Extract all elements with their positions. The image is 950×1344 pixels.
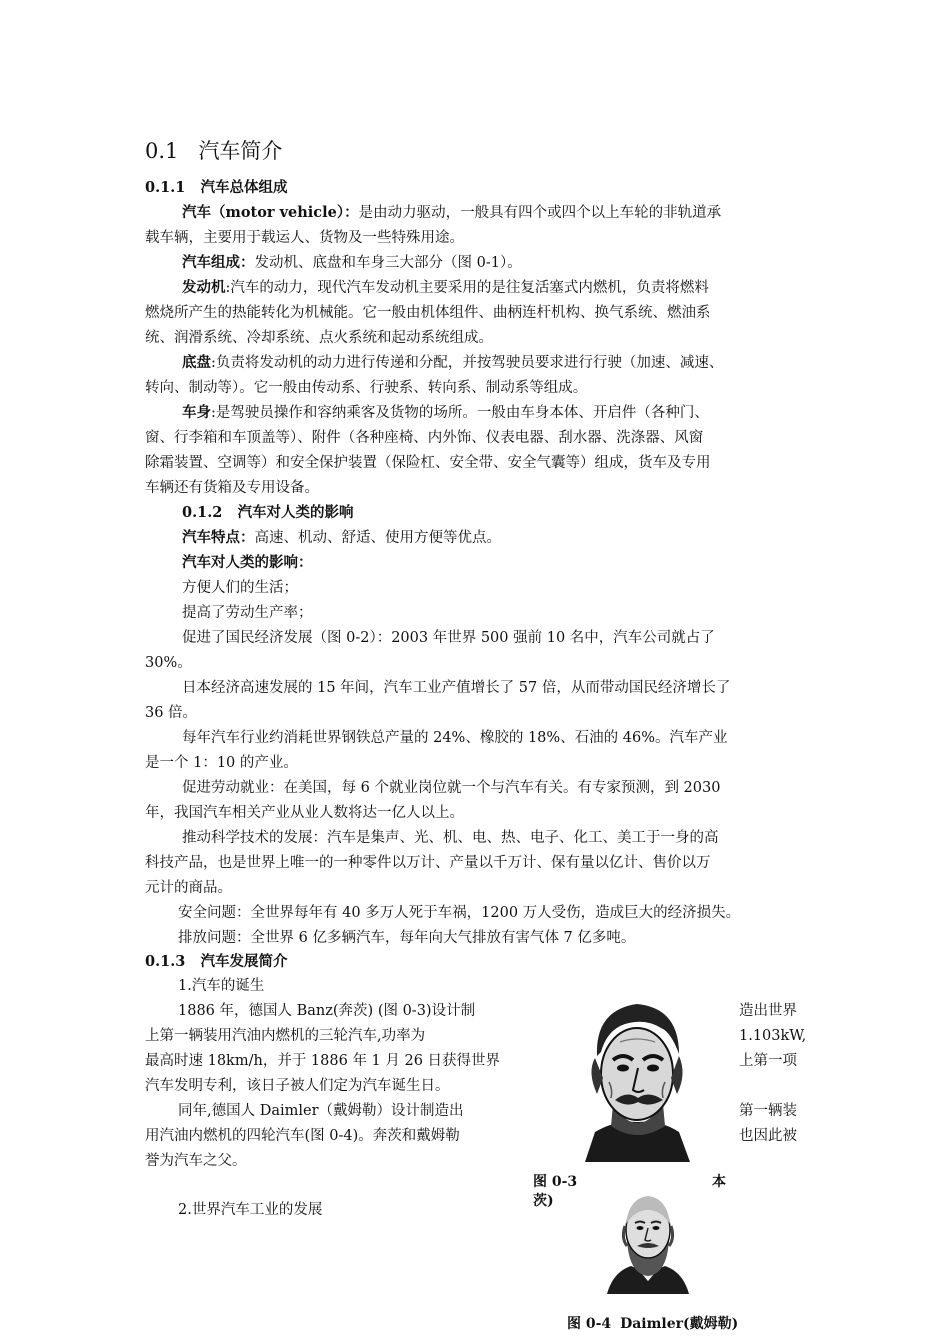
term-body: 车身: [182, 404, 211, 421]
impact-line: 科技产品，也是世界上唯一的一种零件以万计、产量以千万计、保有量以亿计、售价以万: [145, 855, 711, 871]
impact-line: 促进劳动就业：在美国，每 6 个就业岗位就一个与汽车有关。有专家预测，到 2030: [182, 780, 721, 796]
paragraph-body-line-4: 车辆还有货箱及专用设备。: [145, 480, 319, 496]
paragraph-engine-line-3: 统、润滑系统、冷却系统、点火系统和起动系统组成。: [145, 330, 493, 346]
term-chassis: 底盘: [182, 354, 211, 371]
term-vehicle: 汽车（motor vehicle）：: [182, 204, 359, 221]
figure-0-3-caption: [533, 1173, 577, 1191]
history-line: 誉为汽车之父。: [145, 1153, 247, 1169]
term-composition: 汽车组成：: [182, 254, 255, 271]
history-line: 汽车发明专利，该日子被人们定为汽车诞生日。: [145, 1078, 450, 1094]
subsection-number: 0.1.3: [145, 953, 186, 970]
subsection-title: 汽车发展简介: [200, 953, 288, 970]
paragraph-vehicle-line-2: 载车辆，主要用于载运人、货物及一些特殊用途。: [145, 230, 464, 246]
history-line: 1886 年，德国人 Banz(奔茨) (图 0-3)设计制: [178, 1003, 476, 1019]
term-engine: 发动机: [182, 279, 226, 296]
paragraph-impact-heading: [182, 554, 313, 572]
history-heading-1: 1.汽车的诞生: [178, 978, 265, 994]
figure-0-3-caption-line-2: 茨): [533, 1193, 554, 1209]
figure-label: 图 0-3: [533, 1174, 578, 1190]
paragraph-composition: 汽车组成：发动机、底盘和车身三大部分（图 0-1）。: [182, 254, 522, 271]
impact-line: 提高了劳动生产率；: [182, 605, 313, 621]
history-line: 上第一辆装用汽油内燃机的三轮汽车,功率为: [145, 1028, 426, 1044]
history-right-fragment: 1.103kW,: [739, 1028, 807, 1044]
impact-line: 安全问题：全世界每年有 40 多万人死于车祸，1200 万人受伤，造成巨大的经济损失。: [178, 905, 741, 921]
section-heading: [145, 138, 282, 164]
paragraph-features: 汽车特点：高速、机动、舒适、使用方便等优点。: [182, 529, 501, 546]
impact-line: 推动科学技术的发展：汽车是集声、光、机、电、热、电子、化工、美工于一身的高: [182, 830, 719, 846]
paragraph-engine-line-2: 燃烧所产生的热能转化为机械能。它一般由机体组件、曲柄连杆机构、换气系统、燃油系: [145, 305, 711, 321]
history-line: 同年,德国人 Daimler（戴姆勒）设计制造出: [178, 1103, 464, 1119]
paragraph-vehicle-line-1: 汽车（motor vehicle）：是由动力驱动，一般具有四个或四个以上车轮的非轨道承: [182, 204, 722, 221]
figure-0-3-caption-fragment: 本: [712, 1174, 726, 1190]
paragraph-chassis-line-2: 转向、制动等）。它一般由传动系、行驶系、转向系、制动系等组成。: [145, 380, 588, 396]
impact-line: 30%。: [145, 655, 192, 671]
history-right-fragment: 第一辆装: [739, 1103, 797, 1119]
paragraph-engine-line-1: 发动机:汽车的动力，现代汽车发动机主要采用的是往复活塞式内燃机，负责将燃料: [182, 279, 709, 296]
section-title: 汽车简介: [198, 139, 283, 163]
impact-line: 是一个 1：10 的产业。: [145, 755, 298, 771]
paragraph-body-line-1: 车身:是驾驶员操作和容纳乘客及货物的场所。一般由车身本体、开启件（各种门、: [182, 404, 709, 421]
history-right-fragment: 造出世界: [739, 1003, 797, 1019]
history-line: 用汽油内燃机的四轮汽车(图 0-4)。奔茨和戴姆勒: [145, 1128, 460, 1144]
impact-line: 日本经济高速发展的 15 年间，汽车工业产值增长了 57 倍，从而带动国民经济增长了: [182, 680, 731, 696]
paragraph-body-line-3: 除霜装置、空调等）和安全保护装置（保险杠、安全带、安全气囊等）组成，货车及专用: [145, 455, 711, 471]
subsection-number: 0.1.2: [182, 504, 223, 521]
figure-label: 图 0-4: [567, 1316, 612, 1332]
daimler-portrait-image: [603, 1182, 693, 1294]
impact-line: 方便人们的生活；: [182, 580, 298, 596]
subsection-number: 0.1.1: [145, 179, 186, 196]
paragraph-chassis-line-1: 底盘:负责将发动机的动力进行传递和分配，并按驾驶员要求进行行驶（加速、减速、: [182, 354, 724, 371]
figure-0-4-caption: [567, 1315, 738, 1333]
term-features: 汽车特点：: [182, 529, 255, 546]
impact-line: 排放问题：全世界 6 亿多辆汽车，每年向大气排放有害气体 7 亿多吨。: [178, 930, 636, 946]
history-heading-2: 2.世界汽车工业的发展: [178, 1202, 323, 1218]
subsection-title: 汽车总体组成: [200, 179, 288, 196]
history-right-fragment: 上第一项: [739, 1053, 797, 1069]
impact-line: 年，我国汽车相关产业从业人数将达一亿人以上。: [145, 805, 464, 821]
impact-line: 元计的商品。: [145, 880, 232, 896]
figure-name: Daimler(戴姆勒): [620, 1316, 739, 1332]
section-number: 0.1: [145, 139, 179, 163]
subsection-title: 汽车对人类的影响: [237, 504, 354, 521]
subsection-heading-2: [182, 504, 354, 522]
impact-line: 每年汽车行业约消耗世界钢铁总产量的 24%、橡胶的 18%、石油的 46%。汽车产业: [182, 730, 728, 746]
paragraph-body-line-2: 窗、行李箱和车顶盖等）、附件（各种座椅、内外饰、仪表电器、刮水器、洗涤器、风窗: [145, 430, 704, 446]
impact-line: 促进了国民经济发展（图 0-2）：2003 年世界 500 强前 10 名中，汽车公司就占了: [182, 630, 715, 646]
history-right-fragment: 也因此被: [739, 1128, 797, 1144]
history-line: 最高时速 18km/h，并于 1886 年 1 月 26 日获得世界: [145, 1053, 501, 1069]
subsection-heading-3: [145, 953, 288, 971]
benz-portrait-image: [575, 992, 700, 1162]
subsection-heading-1: [145, 179, 288, 197]
impact-line: 36 倍。: [145, 705, 198, 721]
term-impact: 汽车对人类的影响：: [182, 554, 313, 571]
